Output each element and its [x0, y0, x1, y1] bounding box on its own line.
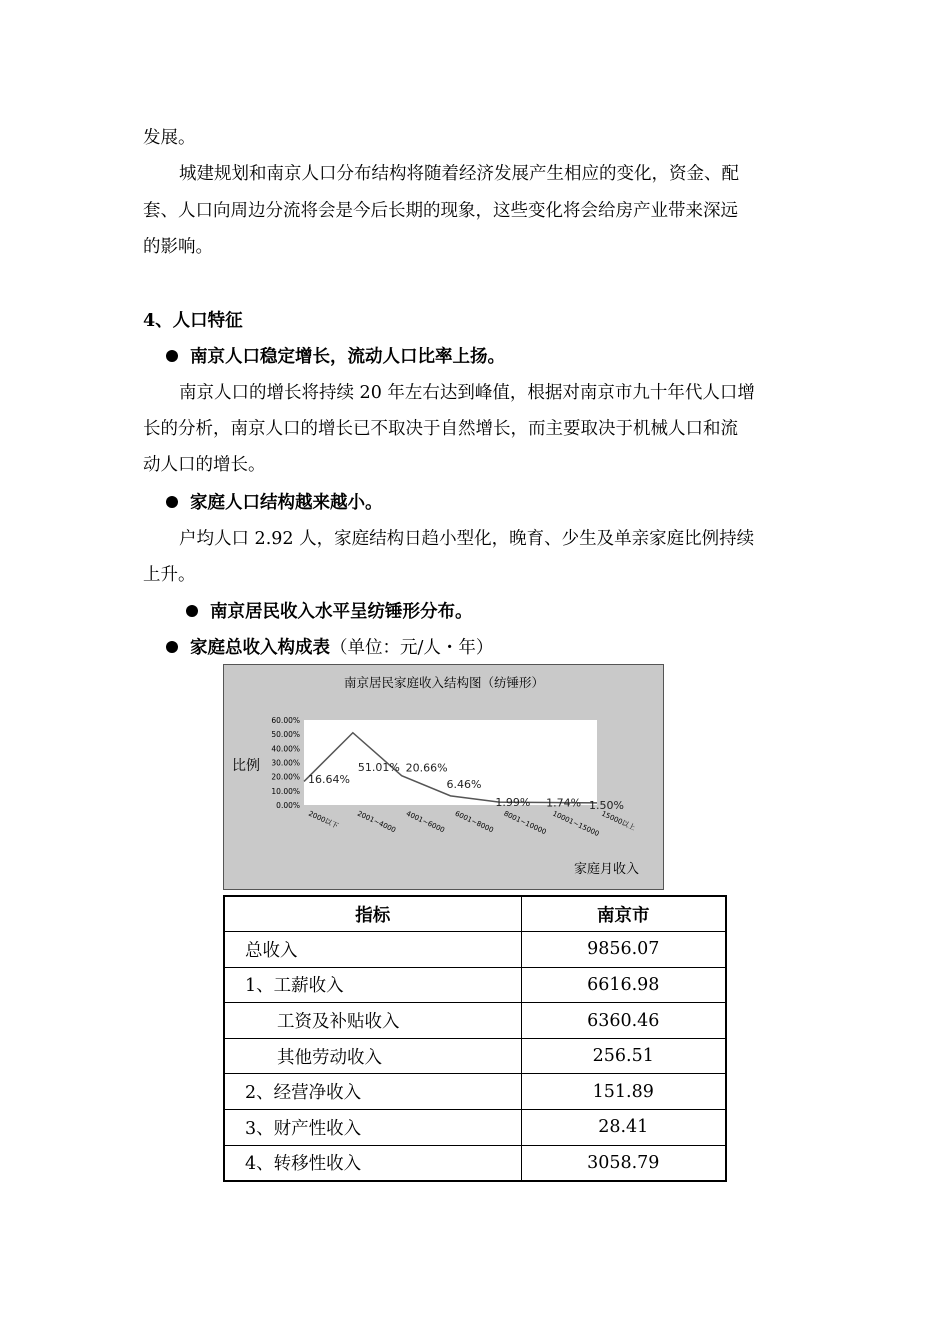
- data-label: 1.99%: [495, 796, 531, 810]
- bullet-dot-icon: [166, 496, 178, 508]
- bullet-dot-icon: [166, 641, 178, 653]
- row-value: 151.89: [521, 1074, 726, 1110]
- data-label: 6.46%: [446, 777, 482, 791]
- header-indicator: 指标: [224, 896, 521, 932]
- y-tick-label: 60.00%: [271, 716, 300, 725]
- y-tick-label: 10.00%: [271, 786, 300, 796]
- row-value: 6360.46: [521, 1003, 726, 1039]
- income-table: [223, 895, 727, 1182]
- y-tick-label: 0.00%: [276, 801, 300, 810]
- y-tick-label: 40.00%: [271, 744, 300, 754]
- paragraph-line: 城建规划和南京人口分布结构将随着经济发展产生相应的变化，资金、配: [179, 164, 739, 184]
- row-value: 9856.07: [521, 932, 726, 968]
- table-row: [224, 1074, 726, 1110]
- row-label: 总收入: [224, 932, 521, 968]
- row-label: 2、经营净收入: [224, 1074, 521, 1110]
- table-row: [224, 967, 726, 1003]
- x-tick-label: 4001~6000: [404, 809, 446, 835]
- x-tick-label: 10001~15000: [551, 809, 601, 839]
- row-value: 3058.79: [521, 1145, 726, 1181]
- table-row: [224, 1145, 726, 1181]
- bullet-text: 南京居民收入水平呈纺锤形分布。: [210, 602, 473, 622]
- income-structure-chart: [223, 664, 664, 890]
- x-tick-label: 15000以上: [600, 809, 637, 833]
- y-tick-label: 20.00%: [271, 772, 300, 782]
- row-label: 工资及补贴收入: [224, 1003, 521, 1039]
- x-tick-label: 2000以下: [307, 809, 340, 831]
- row-value: 6616.98: [521, 967, 726, 1003]
- section-title: 4、人口特征: [143, 311, 243, 331]
- data-label: 1.50%: [589, 798, 624, 812]
- plot-area: [304, 720, 597, 805]
- header-nanjing: 南京市: [521, 896, 726, 932]
- table-header-row: [224, 896, 726, 932]
- row-value: 256.51: [521, 1038, 726, 1074]
- bullet-item: [166, 630, 493, 666]
- paragraph-line: 上升。: [143, 565, 196, 585]
- paragraph-line: 套、人口向周边分流将会是今后长期的现象，这些变化将会给房产业带来深远: [143, 201, 738, 221]
- bullet-text: 家庭总收入构成表: [190, 638, 330, 658]
- x-tick-label: 2001~4000: [355, 809, 397, 835]
- table-row: [224, 1038, 726, 1074]
- bullet-item: [166, 485, 383, 521]
- row-label: 3、财产性收入: [224, 1110, 521, 1146]
- paragraph-line: 长的分析，南京人口的增长已不取决于自然增长，而主要取决于机械人口和流: [143, 419, 738, 439]
- paragraph-line: 南京人口的增长将持续 20 年左右达到峰值，根据对南京市九十年代人口增: [179, 383, 755, 403]
- data-label: 20.66%: [405, 761, 448, 775]
- paragraph-line: 动人口的增长。: [143, 455, 266, 475]
- x-tick-label: 8001~10000: [502, 809, 548, 837]
- table-row: [224, 1110, 726, 1146]
- row-label: 4、转移性收入: [224, 1145, 521, 1181]
- bullet-dot-icon: [166, 350, 178, 362]
- data-label: 1.74%: [546, 796, 582, 810]
- table-row: [224, 932, 726, 968]
- bullet-item: [166, 339, 505, 375]
- bullet-dot-icon: [186, 605, 198, 617]
- row-label: 1、工薪收入: [224, 967, 521, 1003]
- y-tick-label: 30.00%: [271, 758, 300, 768]
- table-row: [224, 1003, 726, 1039]
- bullet-text: 家庭人口结构越来越小。: [190, 493, 383, 513]
- chart-title: 南京居民家庭收入结构图（纺锤形）: [343, 675, 545, 690]
- paragraph-end: 发展。: [143, 128, 196, 148]
- paragraph-line: 的影响。: [143, 237, 213, 257]
- row-value: 28.41: [521, 1110, 726, 1146]
- unit-note: （单位：元/人・年）: [330, 638, 494, 658]
- row-label: 其他劳动收入: [224, 1038, 521, 1074]
- y-tick-label: 50.00%: [271, 730, 300, 740]
- data-label: 16.64%: [308, 773, 350, 786]
- paragraph-line: 户均人口 2.92 人，家庭结构日趋小型化，晚育、少生及单亲家庭比例持续: [179, 529, 755, 549]
- bullet-item: [186, 594, 473, 630]
- x-tick-label: 6001~8000: [453, 809, 495, 835]
- chart-svg: [224, 665, 665, 891]
- y-axis-label: 比例: [232, 758, 260, 774]
- bullet-text: 南京人口稳定增长，流动人口比率上扬。: [190, 347, 505, 367]
- data-label: 51.01%: [357, 761, 400, 774]
- x-axis-label: 家庭月收入: [574, 862, 640, 877]
